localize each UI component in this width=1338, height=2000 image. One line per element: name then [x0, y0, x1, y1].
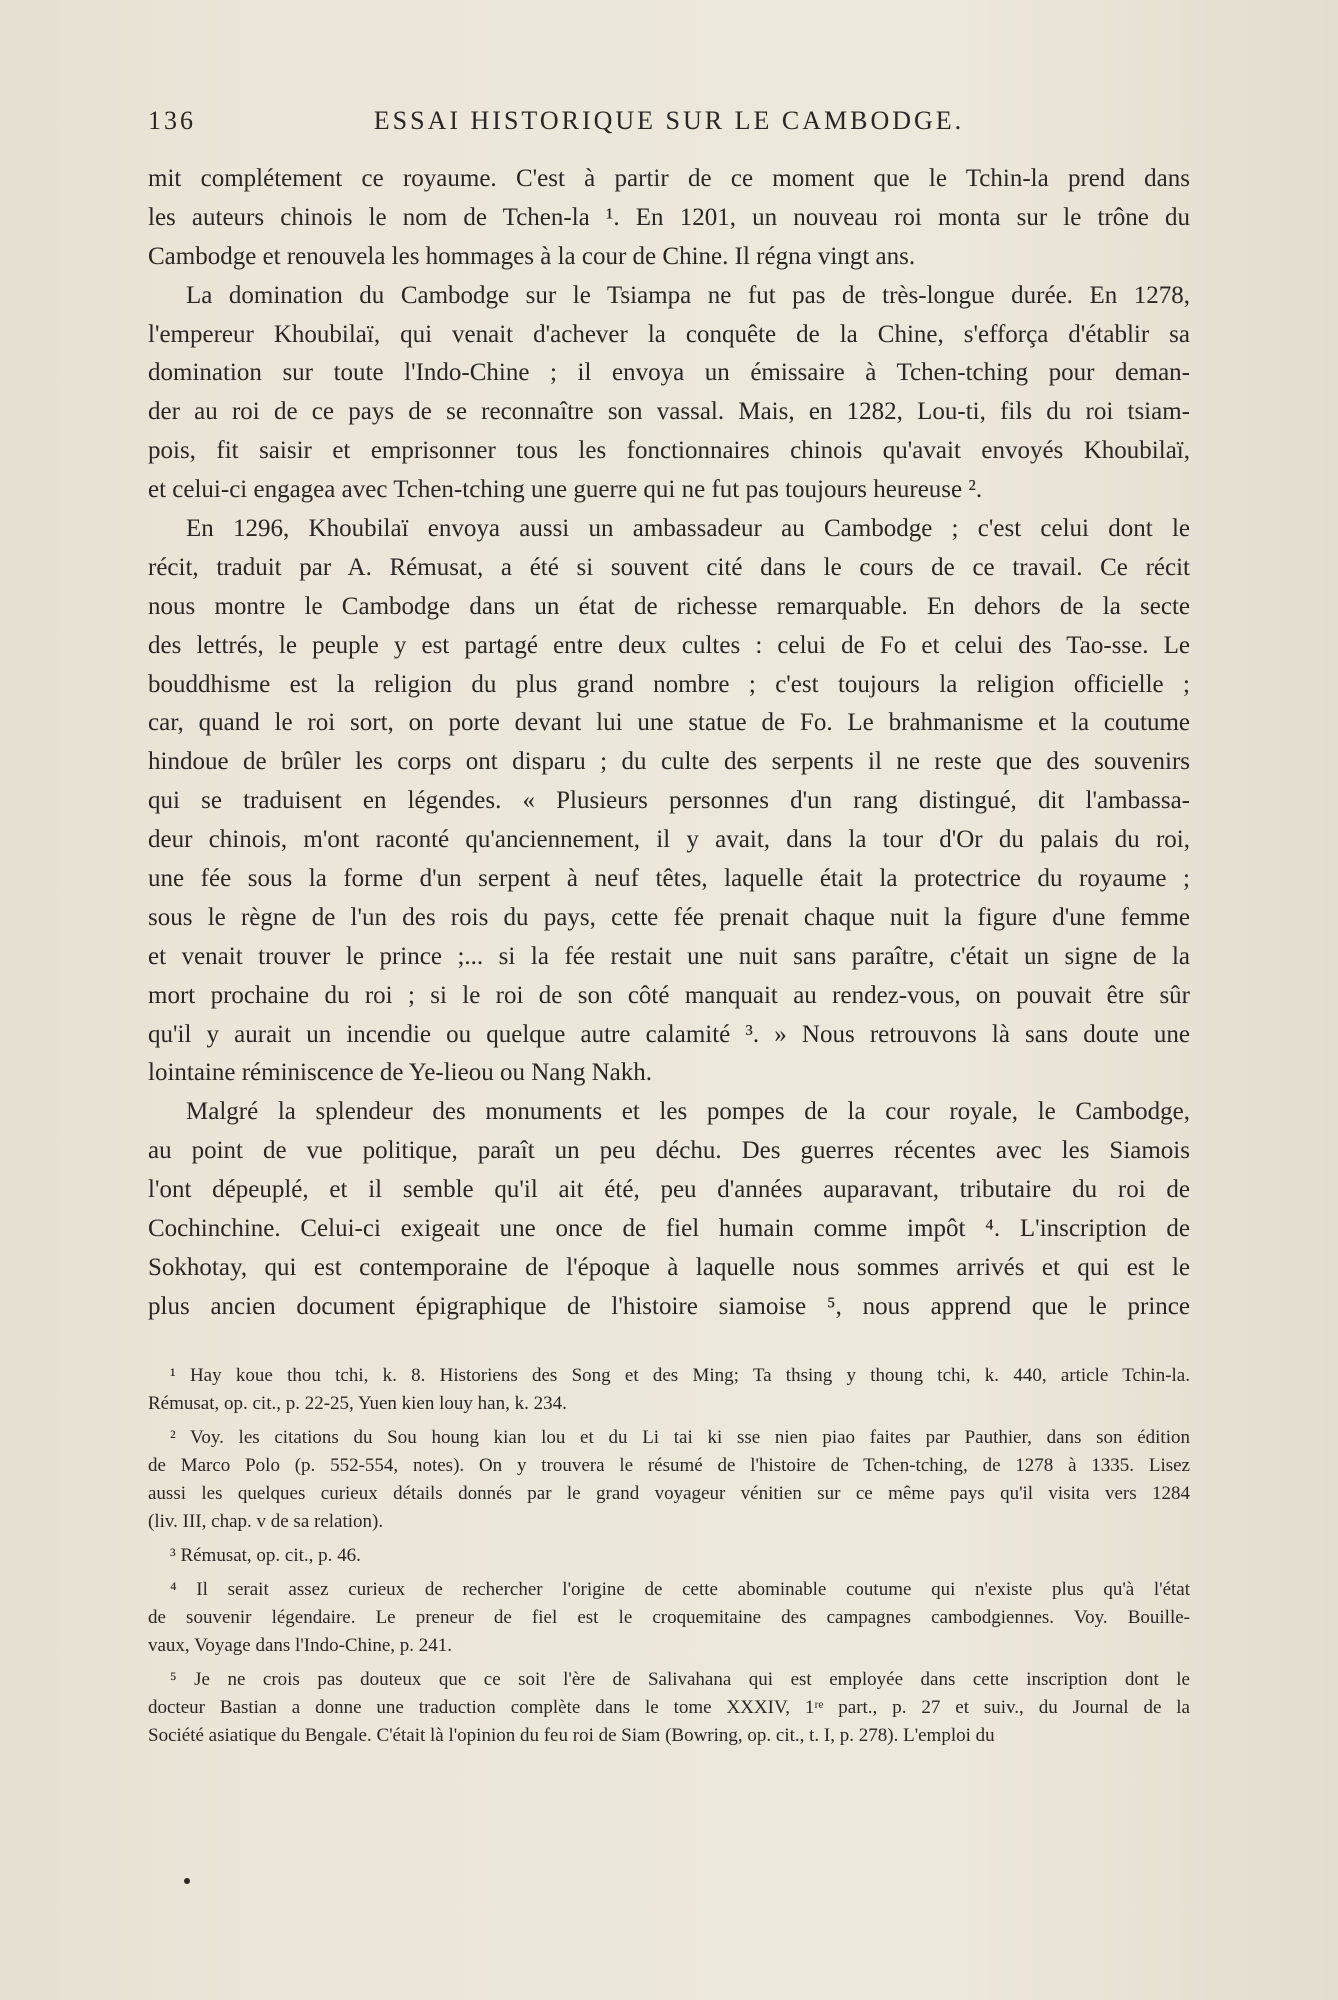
- page-number: 136: [148, 106, 196, 135]
- footnote-line: Société asiatique du Bengale. C'était là l'opinion du feu roi de Siam (Bowring, op. cit., t. I, p. 278). L'emploi du: [148, 1725, 995, 1746]
- body-line: Malgré la splendeur des monuments et les pompes de la cour royale, le Cambodge,: [186, 1098, 1190, 1126]
- body-line: hindoue de brûler les corps ont disparu ; du culte des serpents il ne reste que des souvenirs: [148, 748, 1190, 776]
- body-line: et celui-ci engagea avec Tchen-tching une guerre qui ne fut pas toujours heureuse ².: [148, 476, 983, 504]
- body-line: qui se traduisent en légendes. « Plusieurs personnes d'un rang distingué, dit l'ambassa-: [148, 787, 1190, 815]
- body-line: Cambodge et renouvela les hommages à la cour de Chine. Il régna vingt ans.: [148, 242, 916, 270]
- footnote-line: ⁴ Il serait assez curieux de rechercher l'origine de cette abominable coutume qui n'existe plus qu'à l'état: [170, 1579, 1190, 1600]
- body-line: mort prochaine du roi ; si le roi de son côté manquait au rendez-vous, on pouvait être sûr: [148, 981, 1190, 1009]
- running-title: ESSAI HISTORIQUE SUR LE CAMBODGE.: [373, 106, 965, 135]
- body-line: une fée sous la forme d'un serpent à neuf têtes, laquelle était la protectrice du royaume ;: [148, 865, 1190, 893]
- footnote-line: aussi les quelques curieux détails donnés par le grand voyageur vénitien sur ce même pays qu'il visita vers 1284: [148, 1483, 1190, 1504]
- body-line: La domination du Cambodge sur le Tsiampa ne fut pas de très-longue durée. En 1278,: [186, 281, 1190, 309]
- body-line: domination sur toute l'Indo-Chine ; il envoya un émissaire à Tchen-tching pour deman-: [148, 359, 1190, 387]
- body-line: sous le règne de l'un des rois du pays, cette fée prenait chaque nuit la figure d'une femme: [148, 903, 1190, 931]
- footnote-line: vaux, Voyage dans l'Indo-Chine, p. 241.: [148, 1635, 453, 1656]
- ink-speck: [184, 1878, 190, 1884]
- body-line: des lettrés, le peuple y est partagé entre deux cultes : celui de Fo et celui des Tao-sse. Le: [148, 631, 1190, 659]
- body-line: plus ancien document épigraphique de l'histoire siamoise ⁵, nous apprend que le prince: [148, 1292, 1190, 1320]
- footnote-line: docteur Bastian a donne une traduction complète dans le tome XXXIV, 1ʳᵉ part., p. 27 et suiv., du Journal de la: [148, 1697, 1190, 1718]
- body-line: lointaine réminiscence de Ye-lieou ou Nang Nakh.: [148, 1059, 653, 1087]
- footnote-line: ² Voy. les citations du Sou houng kian lou et du Li tai ki sse nien piao faites par Pauthier, dans son édition: [170, 1427, 1190, 1448]
- body-line: l'empereur Khoubilaï, qui venait d'achever la conquête de la Chine, s'efforça d'établir sa: [148, 320, 1190, 348]
- footnote-line: (liv. III, chap. v de sa relation).: [148, 1511, 384, 1532]
- body-line: pois, fit saisir et emprisonner tous les fonctionnaires chinois qu'avait envoyés Khoubilaï,: [148, 437, 1190, 465]
- footnote-line: ⁵ Je ne crois pas douteux que ce soit l'ère de Salivahana qui est employée dans cette inscription dont le: [170, 1669, 1190, 1690]
- body-line: nous montre le Cambodge dans un état de richesse remarquable. En dehors de la secte: [148, 592, 1190, 620]
- footnote-line: ¹ Hay koue thou tchi, k. 8. Historiens des Song et des Ming; Ta thsing y thoung tchi, k. 440, article Tchin-la.: [170, 1365, 1190, 1386]
- body-line: car, quand le roi sort, on porte devant lui une statue de Fo. Le brahmanisme et la coutume: [148, 709, 1190, 737]
- running-header: [148, 106, 1190, 142]
- body-line: au point de vue politique, paraît un peu déchu. Des guerres récentes avec les Siamois: [148, 1137, 1190, 1165]
- body-line: En 1296, Khoubilaï envoya aussi un ambassadeur au Cambodge ; c'est celui dont le: [186, 515, 1190, 543]
- body-line: les auteurs chinois le nom de Tchen-la ¹. En 1201, un nouveau roi monta sur le trône du: [148, 203, 1190, 231]
- body-text: [148, 160, 1190, 1327]
- footnote-line: de souvenir légendaire. Le preneur de fiel est le croquemitaine des campagnes cambodgiennes. Voy. Bouille-: [148, 1607, 1190, 1628]
- footnote-line: de Marco Polo (p. 552-554, notes). On y trouvera le résumé de l'histoire de Tchen-tching, de 1278 à 1335. Lisez: [148, 1455, 1190, 1476]
- body-line: Sokhotay, qui est contemporaine de l'époque à laquelle nous sommes arrivés et qui est le: [148, 1253, 1190, 1281]
- body-line: deur chinois, m'ont raconté qu'anciennement, il y avait, dans la tour d'Or du palais du roi,: [148, 826, 1190, 854]
- body-line: Cochinchine. Celui-ci exigeait une once de fiel humain comme impôt ⁴. L'inscription de: [148, 1215, 1190, 1243]
- body-line: bouddhisme est la religion du plus grand nombre ; c'est toujours la religion officielle ;: [148, 670, 1190, 698]
- body-line: der au roi de ce pays de se reconnaître son vassal. Mais, en 1282, Lou-ti, fils du roi tsiam-: [148, 398, 1190, 426]
- body-line: et venait trouver le prince ;... si la fée restait une nuit sans paraître, c'était un signe de la: [148, 942, 1190, 970]
- body-line: l'ont dépeuplé, et il semble qu'il ait été, peu d'années auparavant, tributaire du roi de: [148, 1176, 1190, 1204]
- body-line: qu'il y aurait un incendie ou quelque autre calamité ³. » Nous retrouvons là sans doute une: [148, 1020, 1190, 1048]
- footnote-line: ³ Rémusat, op. cit., p. 46.: [170, 1545, 361, 1566]
- body-line: mit complétement ce royaume. C'est à partir de ce moment que le Tchin-la prend dans: [148, 165, 1190, 192]
- body-line: récit, traduit par A. Rémusat, a été si souvent cité dans le cours de ce travail. Ce récit: [148, 553, 1190, 581]
- footnotes: [148, 1362, 1190, 1750]
- footnote-line: Rémusat, op. cit., p. 22-25, Yuen kien louy han, k. 234.: [148, 1393, 567, 1414]
